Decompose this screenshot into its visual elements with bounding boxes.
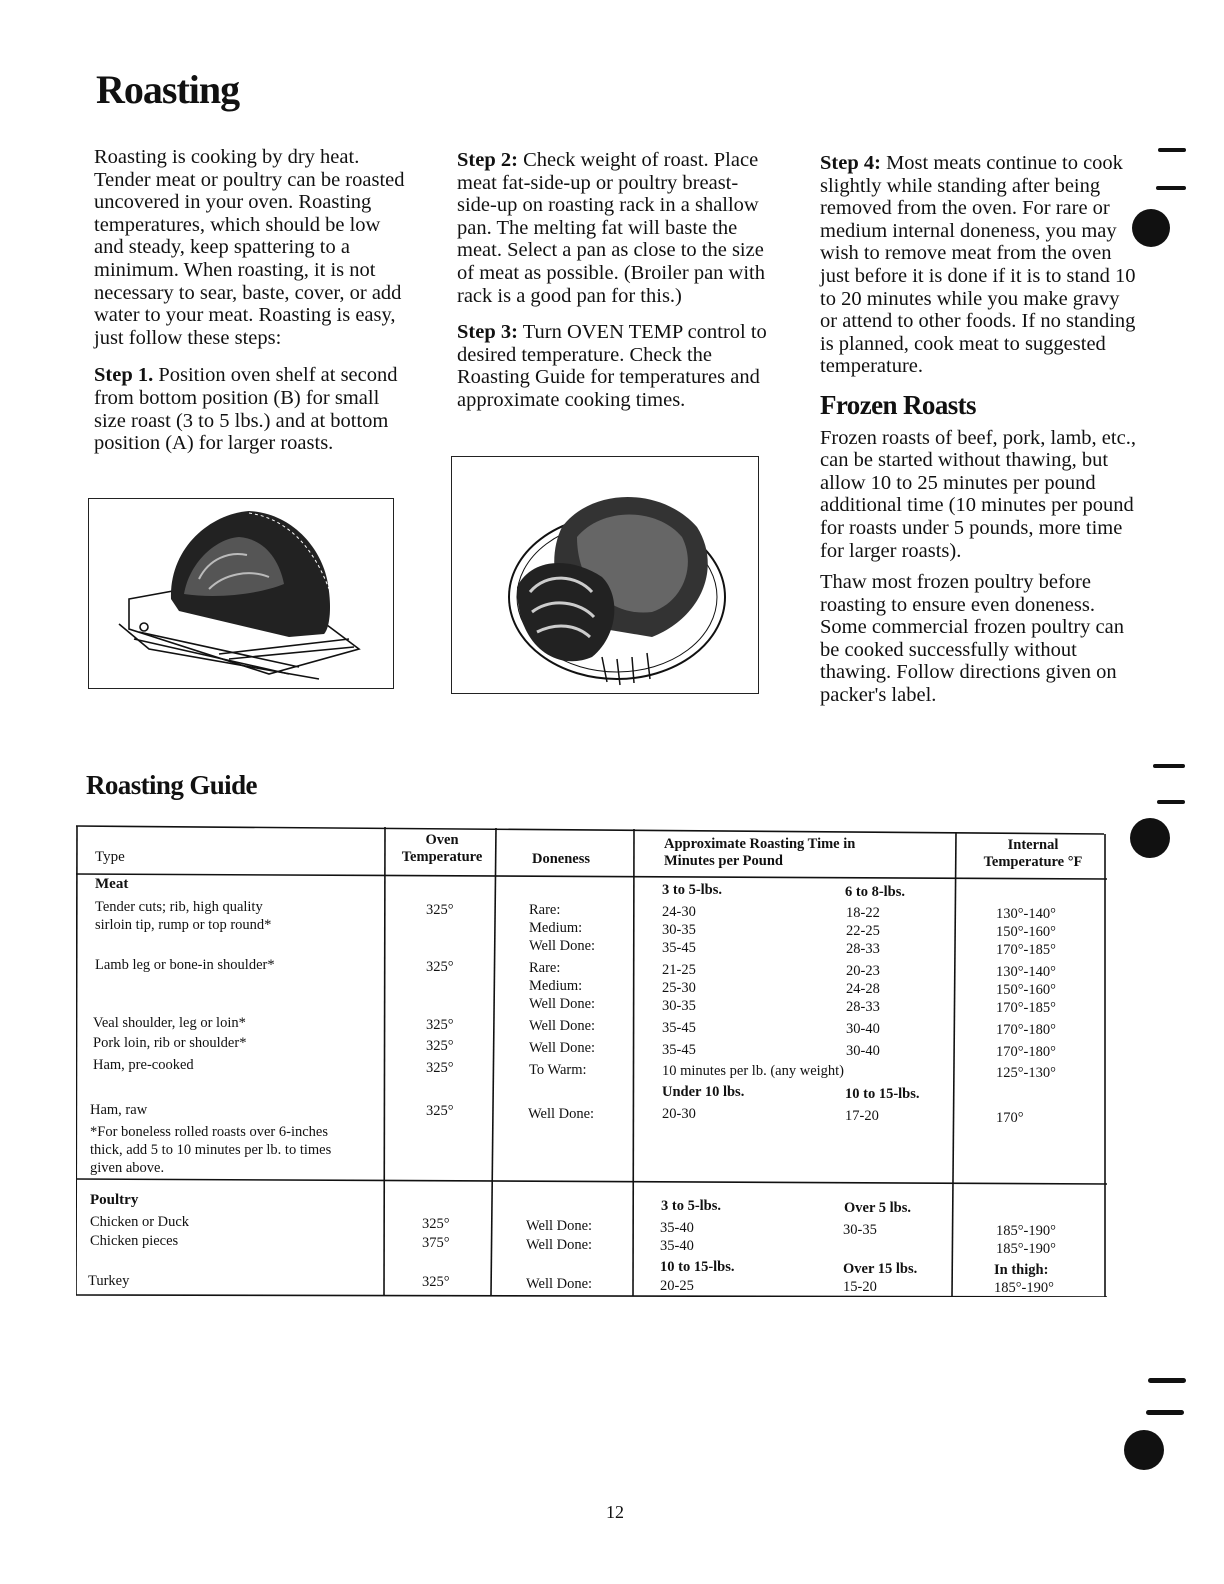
tender-time-a-medium: 30-35 — [662, 922, 696, 938]
chicken-pieces-oven: 375° — [422, 1235, 450, 1251]
tab-marker-bottom-1 — [1148, 1378, 1186, 1383]
veal-done: Well Done: — [529, 1018, 596, 1034]
step-4-label: Step 4: — [820, 152, 881, 174]
step-1-paragraph — [94, 364, 414, 454]
turkey-temp: 185°-190° — [994, 1280, 1054, 1296]
pork-type: Pork loin, rib or shoulder* — [93, 1035, 247, 1051]
ham-precooked-type: Ham, pre-cooked — [93, 1057, 194, 1073]
page-number: 12 — [606, 1502, 624, 1522]
lamb-time-b-well: 28-33 — [846, 999, 880, 1015]
step-2-text: Check weight of roast. Place meat fat-side-up or poultry breast-side-up on roasting rack in a shallow pan. The melting fat will baste the meat. Select a pan as close to the size of meat as possible. (Broiler pan with rack is a good pan for this.) — [457, 149, 766, 307]
turkey-time-a: 20-25 — [660, 1278, 694, 1294]
roast-on-rack-drawing — [89, 499, 393, 688]
turkey-oven: 325° — [422, 1274, 450, 1290]
step-4-paragraph — [820, 152, 1140, 378]
roast-on-rack-illustration — [88, 498, 394, 689]
frozen-roasts-heading: Frozen Roasts — [820, 389, 976, 420]
veal-type: Veal shoulder, leg or loin* — [93, 1015, 246, 1031]
lamb-temp-rare: 130°-140° — [996, 964, 1056, 980]
roasting-guide-heading: Roasting Guide — [86, 770, 257, 800]
ham-raw-time-a: 20-30 — [662, 1106, 696, 1122]
intro-paragraph: Roasting is cooking by dry heat. Tender meat or poultry can be roasted uncovered in your oven. Roasting temperatures, which should be low and steady, keep spattering to a minimum. When roasting, it is not necessary to sear, baste, cover, or add water to your meat. Roasting is easy, just follow these steps: — [94, 146, 405, 349]
page-title: Roasting — [96, 67, 240, 112]
meat-sub-2: 6 to 8-lbs. — [845, 884, 906, 900]
lamb-time-b-rare: 20-23 — [846, 963, 880, 979]
ham-precooked-temp: 125°-130° — [996, 1065, 1056, 1081]
ham-raw-oven: 325° — [426, 1103, 454, 1119]
turkey-done: Well Done: — [526, 1276, 593, 1292]
ham-raw-time-b: 17-20 — [845, 1108, 879, 1124]
lamb-time-a-well: 30-35 — [662, 998, 696, 1014]
lamb-time-a-medium: 25-30 — [662, 980, 696, 996]
column-middle — [457, 149, 777, 421]
turkey-type: Turkey — [88, 1273, 130, 1289]
poultry-sub-1: 3 to 5-lbs. — [661, 1198, 722, 1214]
tender-time-a-well: 35-45 — [662, 940, 696, 956]
boneless-note-line-1: *For boneless rolled roasts over 6-inches — [90, 1124, 328, 1140]
lamb-done-well: Well Done: — [529, 996, 596, 1012]
lamb-time-b-medium: 24-28 — [846, 981, 880, 997]
tab-marker-top-2 — [1156, 186, 1186, 190]
veal-temp: 170°-180° — [996, 1022, 1056, 1038]
lamb-type: Lamb leg or bone-in shoulder* — [95, 957, 275, 973]
lamb-time-a-rare: 21-25 — [662, 962, 696, 978]
boneless-note-line-3: given above. — [90, 1160, 165, 1176]
veal-time-a: 35-45 — [662, 1020, 696, 1036]
ham-raw-temp: 170° — [996, 1110, 1024, 1126]
poultry-label: Poultry — [90, 1192, 139, 1208]
tender-time-b-well: 28-33 — [846, 941, 880, 957]
tender-temp-medium: 150°-160° — [996, 924, 1056, 940]
pork-time-a: 35-45 — [662, 1042, 696, 1058]
tender-type-2: sirloin tip, rump or top round* — [95, 917, 272, 933]
pork-oven: 325° — [426, 1038, 454, 1054]
tender-temp-rare: 130°-140° — [996, 906, 1056, 922]
tab-marker-bottom-2 — [1146, 1410, 1184, 1415]
step-2-label: Step 2: — [457, 149, 518, 171]
lamb-oven: 325° — [426, 959, 454, 975]
chicken-duck-type: Chicken or Duck — [90, 1214, 190, 1230]
pork-temp: 170°-180° — [996, 1044, 1056, 1060]
lamb-done-rare: Rare: — [529, 960, 561, 976]
chicken-pieces-done: Well Done: — [526, 1237, 593, 1253]
step-2-paragraph — [457, 149, 777, 307]
tab-marker-mid-2 — [1157, 800, 1185, 804]
ham-precooked-oven: 325° — [426, 1060, 454, 1076]
frozen-paragraph-2: Thaw most frozen poultry before roasting to ensure even doneness. Some commercial frozen poultry can be cooked successfully without thawing. Follow directions given on packer's label. — [820, 571, 1124, 707]
chicken-pieces-time-a: 35-40 — [660, 1238, 694, 1254]
sliced-roast-drawing — [452, 457, 758, 693]
chicken-duck-oven: 325° — [422, 1216, 450, 1232]
header-oven-temperature: Oven Temperature — [401, 832, 483, 865]
tender-oven: 325° — [426, 902, 454, 918]
pork-done: Well Done: — [529, 1040, 596, 1056]
step-3-label: Step 3: — [457, 321, 518, 344]
tender-done-medium: Medium: — [529, 920, 583, 936]
turkey-time-b: 15-20 — [843, 1279, 877, 1295]
tender-time-a-rare: 24-30 — [662, 904, 696, 920]
chicken-pieces-type: Chicken pieces — [90, 1233, 179, 1249]
tab-marker-mid-1 — [1153, 764, 1185, 768]
ham-raw-type: Ham, raw — [90, 1102, 148, 1118]
step-1-label: Step 1. — [94, 364, 154, 387]
tender-temp-well: 170°-185° — [996, 942, 1056, 958]
meat-sub-1: 3 to 5-lbs. — [662, 882, 723, 898]
chicken-duck-temp: 185°-190° — [996, 1223, 1056, 1239]
veal-oven: 325° — [426, 1017, 454, 1033]
tender-time-b-medium: 22-25 — [846, 923, 880, 939]
ham-sub-1: Under 10 lbs. — [662, 1084, 745, 1100]
ham-sub-2: 10 to 15-lbs. — [845, 1086, 920, 1102]
chicken-duck-done: Well Done: — [526, 1218, 593, 1234]
ham-raw-done: Well Done: — [528, 1106, 595, 1122]
tender-type-1: Tender cuts; rib, high quality — [95, 899, 263, 915]
lamb-temp-medium: 150°-160° — [996, 982, 1056, 998]
header-internal-temperature: Internal Temperature °F — [983, 837, 1083, 870]
tender-time-b-rare: 18-22 — [846, 905, 880, 921]
column-left — [94, 146, 414, 464]
roasting-guide-table — [76, 824, 1107, 1297]
step-3-text: Turn OVEN TEMP control to desired temperature. Check the Roasting Guide for temperatures and approximate cooking times. — [457, 321, 767, 411]
column-right — [820, 152, 1140, 716]
sliced-roast-illustration — [451, 456, 759, 694]
ham-precooked-time: 10 minutes per lb. (any weight) — [662, 1063, 845, 1079]
tab-dot-mid — [1130, 818, 1170, 858]
veal-time-b: 30-40 — [846, 1021, 880, 1037]
frozen-paragraph-1: Frozen roasts of beef, pork, lamb, etc., can be started without thawing, but allow 10 to 25 minutes per pound additional time (10 minutes per pound for roasts under 5 pounds, more time for larger roasts). — [820, 426, 1136, 562]
chicken-pieces-temp: 185°-190° — [996, 1241, 1056, 1257]
turkey-temp-label: In thigh: — [994, 1262, 1049, 1278]
header-roasting-time: Approximate Roasting Time in Minutes per Pound — [664, 836, 856, 869]
meat-label: Meat — [95, 876, 129, 892]
turkey-sub-2: Over 15 lbs. — [843, 1261, 918, 1277]
ham-precooked-done: To Warm: — [529, 1062, 587, 1078]
tender-done-rare: Rare: — [529, 902, 561, 918]
step-3-paragraph — [457, 321, 777, 411]
pork-time-b: 30-40 — [846, 1043, 880, 1059]
chicken-duck-time-b: 30-35 — [843, 1222, 877, 1238]
tender-done-well: Well Done: — [529, 938, 596, 954]
header-type: Type — [95, 849, 125, 865]
chicken-duck-time-a: 35-40 — [660, 1220, 694, 1236]
header-doneness: Doneness — [531, 851, 590, 867]
step-4-text: Most meats continue to cook slightly while standing after being removed from the oven. For rare or medium internal doneness, you may wish to remove meat from the oven just before it is done if it is to stand 10 to 20 minutes while you make gravy or attend to other foods. If no standing is planned, cook meat to suggested temperature. — [820, 152, 1136, 378]
turkey-sub-1: 10 to 15-lbs. — [660, 1259, 735, 1275]
tab-marker-top-1 — [1158, 148, 1186, 152]
lamb-done-medium: Medium: — [529, 978, 583, 994]
lamb-temp-well: 170°-185° — [996, 1000, 1056, 1016]
boneless-note-line-2: thick, add 5 to 10 minutes per lb. to times — [90, 1142, 332, 1158]
tab-dot-bottom — [1124, 1430, 1164, 1470]
step-1-text: Position oven shelf at second from bottom position (B) for small size roast (3 to 5 lbs.) and at bottom position (A) for larger roasts. — [94, 364, 398, 455]
tab-dot-top — [1132, 209, 1170, 247]
poultry-sub-2: Over 5 lbs. — [844, 1200, 911, 1216]
